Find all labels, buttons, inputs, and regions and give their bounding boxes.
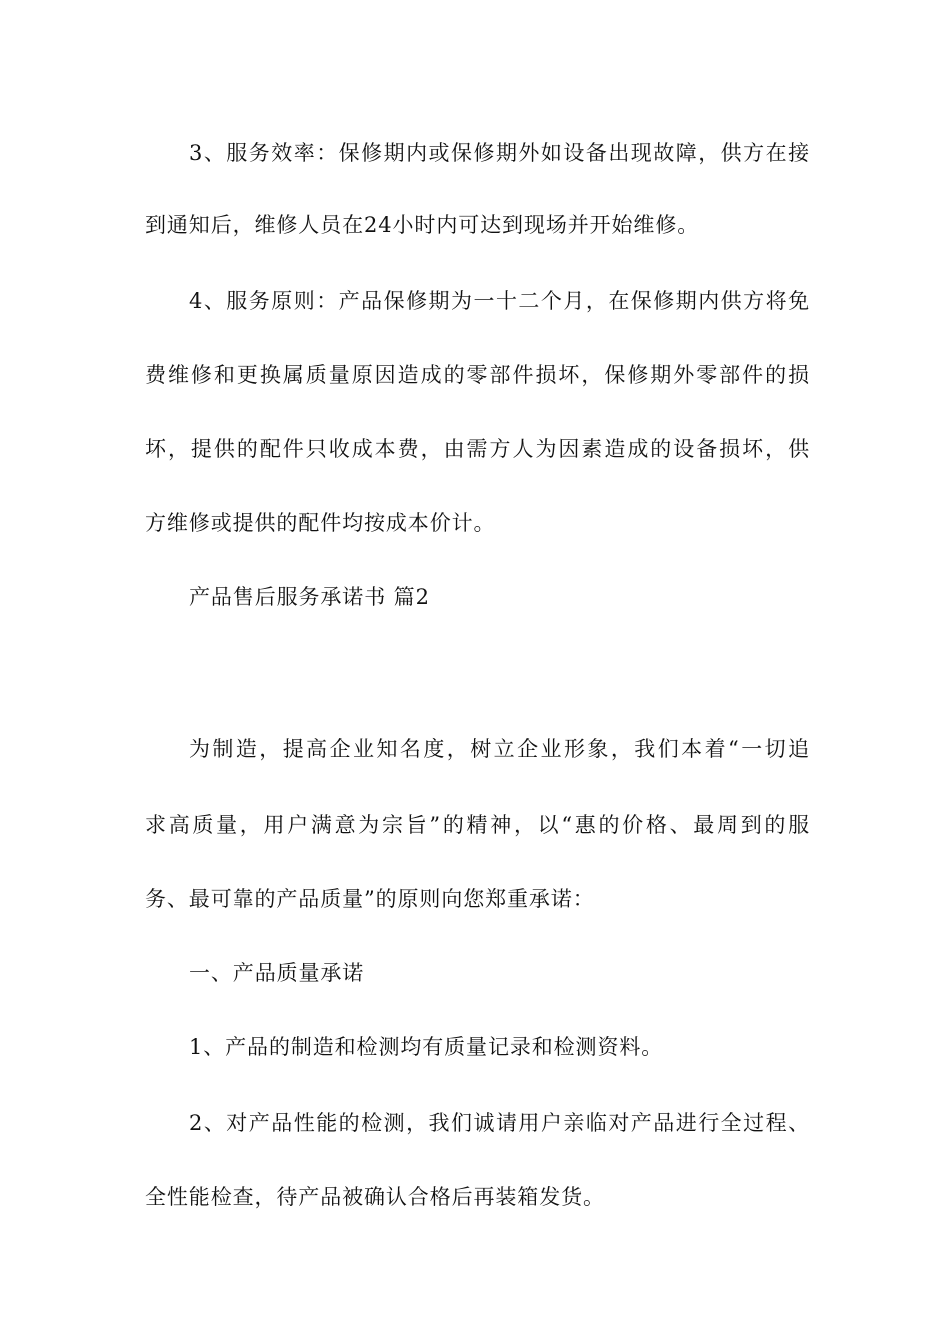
paragraph-line: 3、服务效率：保修期内或保修期外如设备出现故障，供方在接 bbox=[189, 141, 810, 165]
paragraph-line: 到通知后，维修人员在24小时内可达到现场并开始维修。 bbox=[145, 213, 700, 237]
paragraph-line: 求高质量，用户满意为宗旨”的精神，以“惠的价格、最周到的服 bbox=[145, 813, 810, 837]
paragraph-line: 2、对产品性能的检测，我们诚请用户亲临对产品进行全过程、 bbox=[189, 1111, 810, 1135]
paragraph-line: 4、服务原则：产品保修期为一十二个月，在保修期内供方将免 bbox=[189, 289, 810, 313]
paragraph-line: 方维修或提供的配件均按成本价计。 bbox=[145, 511, 496, 535]
paragraph-line: 费维修和更换属质量原因造成的零部件损坏，保修期外零部件的损 bbox=[145, 363, 810, 387]
paragraph-line: 全性能检查，待产品被确认合格后再装箱发货。 bbox=[145, 1185, 605, 1209]
paragraph-line: 1、产品的制造和检测均有质量记录和检测资料。 bbox=[189, 1035, 664, 1059]
section-heading: 产品售后服务承诺书 篇2 bbox=[189, 585, 430, 609]
subsection-heading: 一、产品质量承诺 bbox=[189, 961, 365, 985]
paragraph-line: 务、最可靠的产品质量”的原则向您郑重承诺： bbox=[145, 887, 595, 911]
paragraph-line: 为制造，提高企业知名度，树立企业形象，我们本着“一切追 bbox=[189, 737, 810, 761]
paragraph-line: 坏，提供的配件只收成本费，由需方人为因素造成的设备损坏，供 bbox=[145, 437, 810, 461]
